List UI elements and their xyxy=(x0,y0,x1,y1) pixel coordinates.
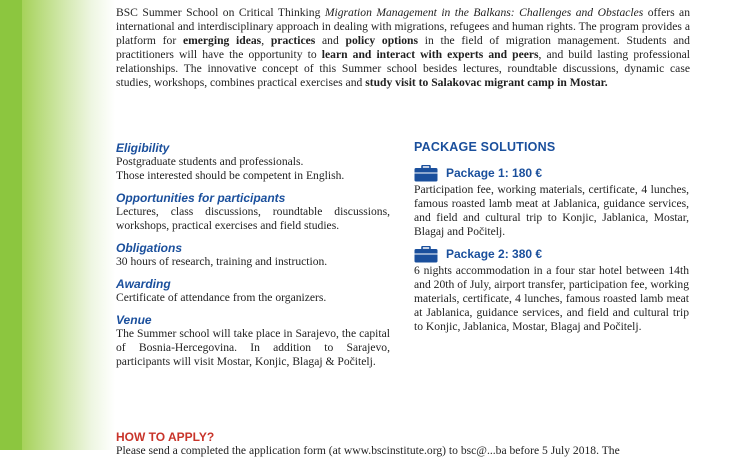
suitcase-icon xyxy=(414,165,438,182)
section-title: Opportunities for participants xyxy=(116,191,286,205)
package-solutions-heading: PACKAGE SOLUTIONS xyxy=(414,140,556,154)
section-title: Awarding xyxy=(116,277,171,291)
package-description: Participation fee, working materials, certificate, 4 lunches, famous roasted lamb meat at Jablanica, guidance services, and field and cultural trip to Konjic, Jablanica, Mostar, Blagaj and Počitelj. xyxy=(414,183,689,238)
section-title: Eligibility xyxy=(116,141,170,155)
section-line: Those interested should be competent in English. xyxy=(116,169,345,182)
section-text: Lectures, class discussions, roundtable discussions, workshops, practical exercises and field studies. xyxy=(116,205,390,232)
package-title-row xyxy=(414,163,689,183)
package-title: Package 2: 380 € xyxy=(446,247,543,261)
how-to-apply-text: Please send a completed the application form (at www.bscinstitute.org) to bsc@...ba before 5 July 2018. The xyxy=(116,444,620,457)
intro-bold: study visit to Salakovac migrant camp in Mostar. xyxy=(365,76,608,90)
venue-section xyxy=(116,313,390,369)
intro-text: BSC Summer School on Critical Thinking xyxy=(116,6,325,19)
package-1 xyxy=(414,163,689,239)
school-title: Migration Management in the Balkans: Challenges and Obstacles xyxy=(324,6,644,19)
intro-text: , xyxy=(261,34,271,48)
intro-bold: emerging ideas xyxy=(182,34,262,48)
intro-text: and xyxy=(315,34,346,48)
intro-bold: policy options xyxy=(345,34,418,48)
intro-bold: learn and interact with experts and peers xyxy=(321,48,539,62)
section-text: 30 hours of research, training and instruction. xyxy=(116,255,328,268)
section-title: Obligations xyxy=(116,241,182,255)
eligibility-section xyxy=(116,141,390,183)
suitcase-icon xyxy=(414,246,438,263)
obligations-section xyxy=(116,241,390,269)
intro-paragraph xyxy=(116,6,690,91)
details-column xyxy=(116,140,390,377)
package-2 xyxy=(414,244,689,334)
intro-text: , and build lasting professional relationships. The innovative concept of this Summer school besides lectures, roundtable discussions, dynamic case studies, workshops, combines practical exercises and xyxy=(116,48,690,90)
intro-bold: practices xyxy=(270,34,316,48)
intro-text: in the field of migration management. Students and practitioners will have the opportunity to xyxy=(116,34,690,62)
section-title: Venue xyxy=(116,313,152,327)
opportunities-section xyxy=(116,191,390,233)
section-line: Postgraduate students and professionals. xyxy=(116,155,304,168)
intro-text: offers an international and interdisciplinary approach in dealing with migrations, refugees and human rights. The program provides a platform for xyxy=(116,6,690,48)
section-text: Certificate of attendance from the organizers. xyxy=(116,291,327,304)
package-title: Package 1: 180 € xyxy=(446,166,543,180)
green-side-bar xyxy=(0,0,22,450)
awarding-section xyxy=(116,277,390,305)
package-column xyxy=(414,140,689,339)
how-to-apply-heading: HOW TO APPLY? xyxy=(116,430,215,444)
package-description: 6 nights accommodation in a four star hotel between 14th and 20th of July, airport transfer, participation fee, working materials, certificate, 4 lunches, famous roasted lamb meat at Jablanica, guidance services, and field and cultural trip to Konjic, Jablanica, Mostar, Blagaj and Počitelj. xyxy=(414,264,689,333)
section-text: The Summer school will take place in Sarajevo, the capital of Bosnia-Hercegovina. In addition to Sarajevo, participants will visit Mostar, Konjic, Blagaj & Počitelj. xyxy=(116,327,390,368)
green-gradient-panel xyxy=(22,0,115,450)
package-title-row xyxy=(414,244,689,264)
